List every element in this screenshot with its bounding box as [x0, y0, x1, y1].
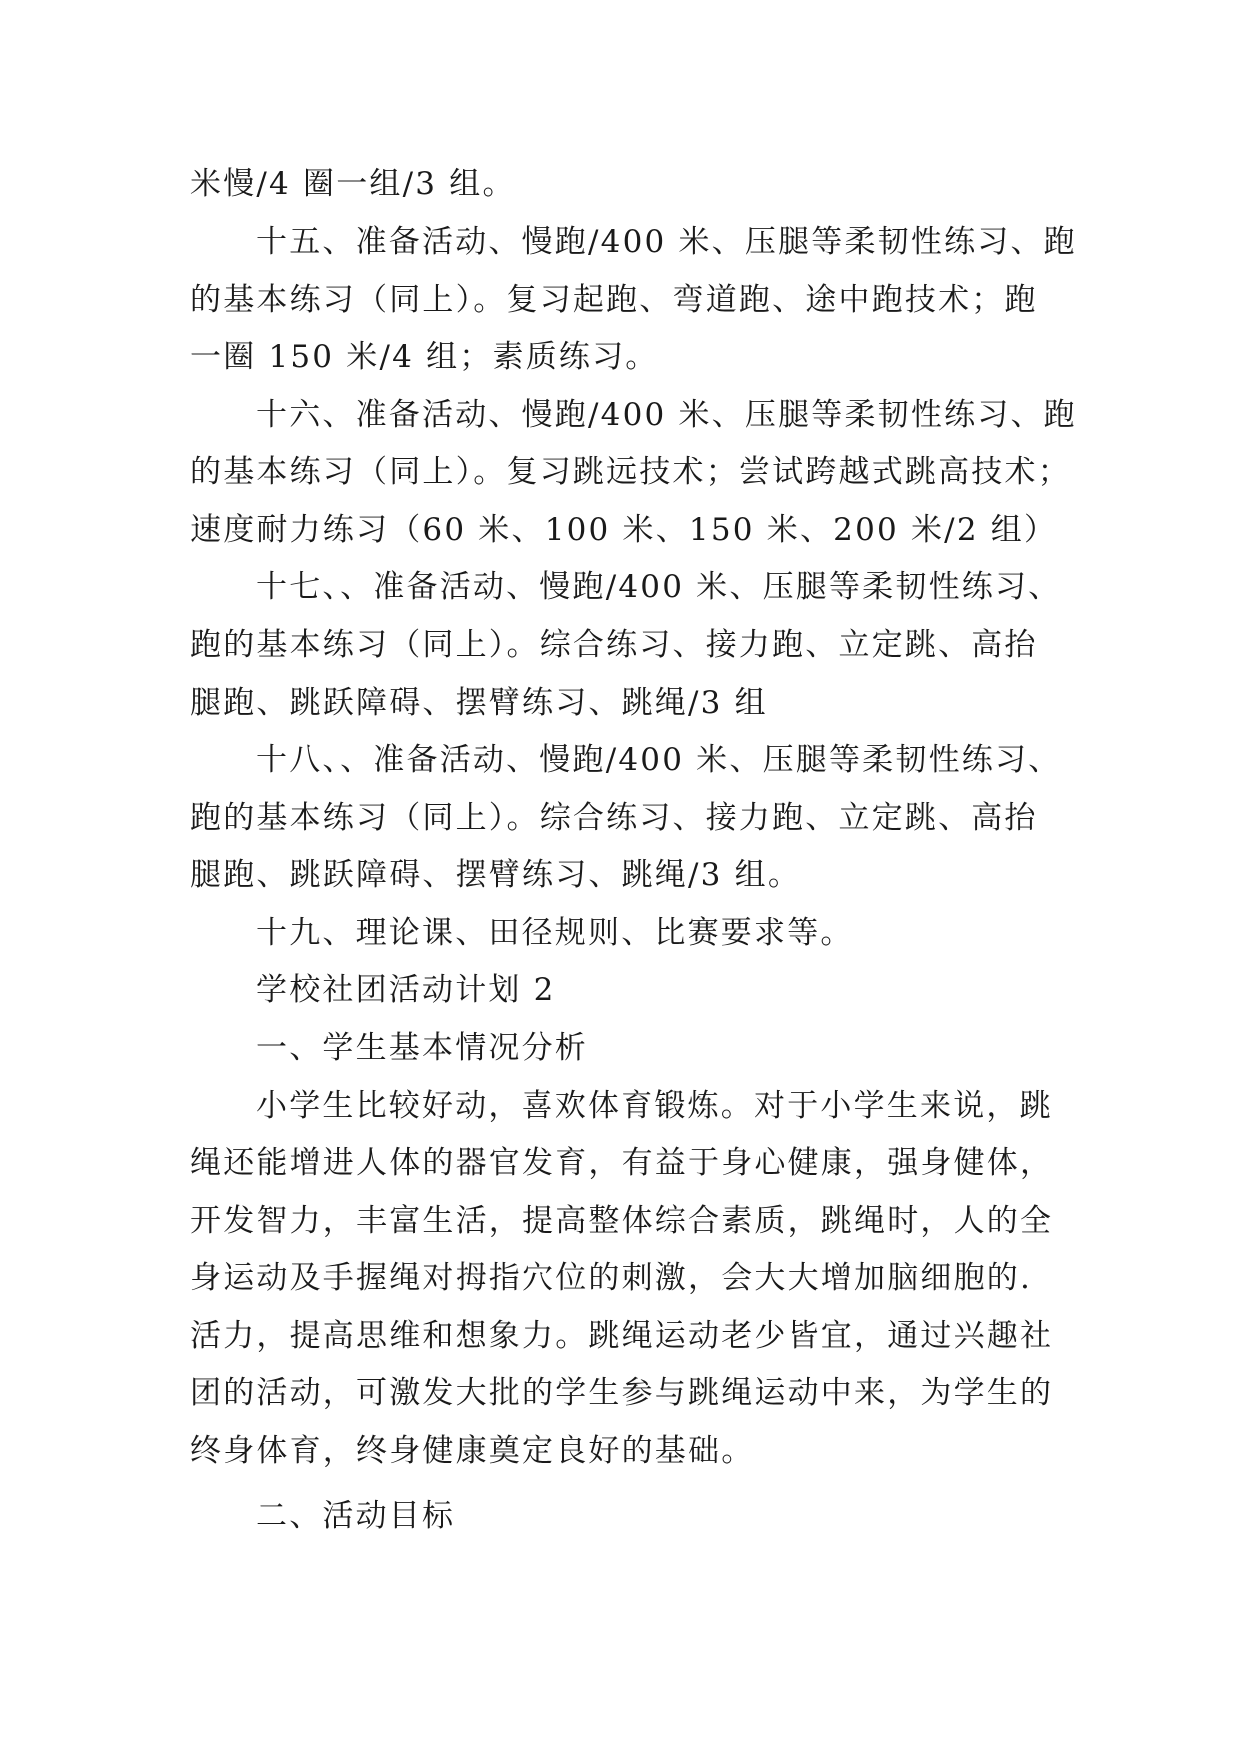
- section-title: 学校社团活动计划 2: [256, 972, 556, 1008]
- heading-activity-goals: 二、活动目标: [256, 1498, 456, 1534]
- text-line-21: 活力，提高思维和想象力。跳绳运动老少皆宜，通过兴趣社: [190, 1318, 1054, 1354]
- text-line-20: 身运动及手握绳对拇指穴位的刺激，会大大增加脑细胞的.: [190, 1260, 1033, 1296]
- text-line-9: 跑的基本练习（同上）。综合练习、接力跑、立定跳、高抬: [190, 627, 1038, 663]
- text-line-2: 十五、准备活动、慢跑/400 米、压腿等柔韧性练习、跑: [256, 224, 1077, 260]
- text-line-22: 团的活动，可激发大批的学生参与跳绳运动中来，为学生的: [190, 1375, 1054, 1411]
- text-line-8: 十七、、准备活动、慢跑/400 米、压腿等柔韧性练习、: [256, 569, 1062, 605]
- text-line-13: 腿跑、跳跃障碍、摆臂练习、跳绳/3 组。: [190, 857, 802, 893]
- text-line-4: 一圈 150 米/4 组；素质练习。: [190, 339, 659, 375]
- text-line-23: 终身体育，终身健康奠定良好的基础。: [190, 1433, 755, 1469]
- text-line-7: 速度耐力练习（60 米、100 米、150 米、200 米/2 组）: [190, 512, 1058, 548]
- text-line-17: 小学生比较好动，喜欢体育锻炼。对于小学生来说，跳: [256, 1088, 1053, 1124]
- text-line-14: 十九、理论课、田径规则、比赛要求等。: [256, 915, 854, 951]
- text-line-5: 十六、准备活动、慢跑/400 米、压腿等柔韧性练习、跑: [256, 397, 1077, 433]
- text-line-10: 腿跑、跳跃障碍、摆臂练习、跳绳/3 组: [190, 685, 768, 721]
- text-line-19: 开发智力，丰富生活，提高整体综合素质，跳绳时，人的全: [190, 1203, 1054, 1239]
- text-line-3: 的基本练习（同上）。复习起跑、弯道跑、途中跑技术；跑: [190, 282, 1038, 318]
- heading-student-analysis: 一、学生基本情况分析: [256, 1030, 588, 1066]
- text-line-18: 绳还能增进人体的器官发育，有益于身心健康，强身健体，: [190, 1145, 1054, 1181]
- text-line-6: 的基本练习（同上）。复习跳远技术；尝试跨越式跳高技术；: [190, 454, 1071, 490]
- text-line-11: 十八、、准备活动、慢跑/400 米、压腿等柔韧性练习、: [256, 742, 1062, 778]
- text-line-12: 跑的基本练习（同上）。综合练习、接力跑、立定跳、高抬: [190, 800, 1038, 836]
- text-line-1: 米慢/4 圈一组/3 组。: [190, 166, 516, 202]
